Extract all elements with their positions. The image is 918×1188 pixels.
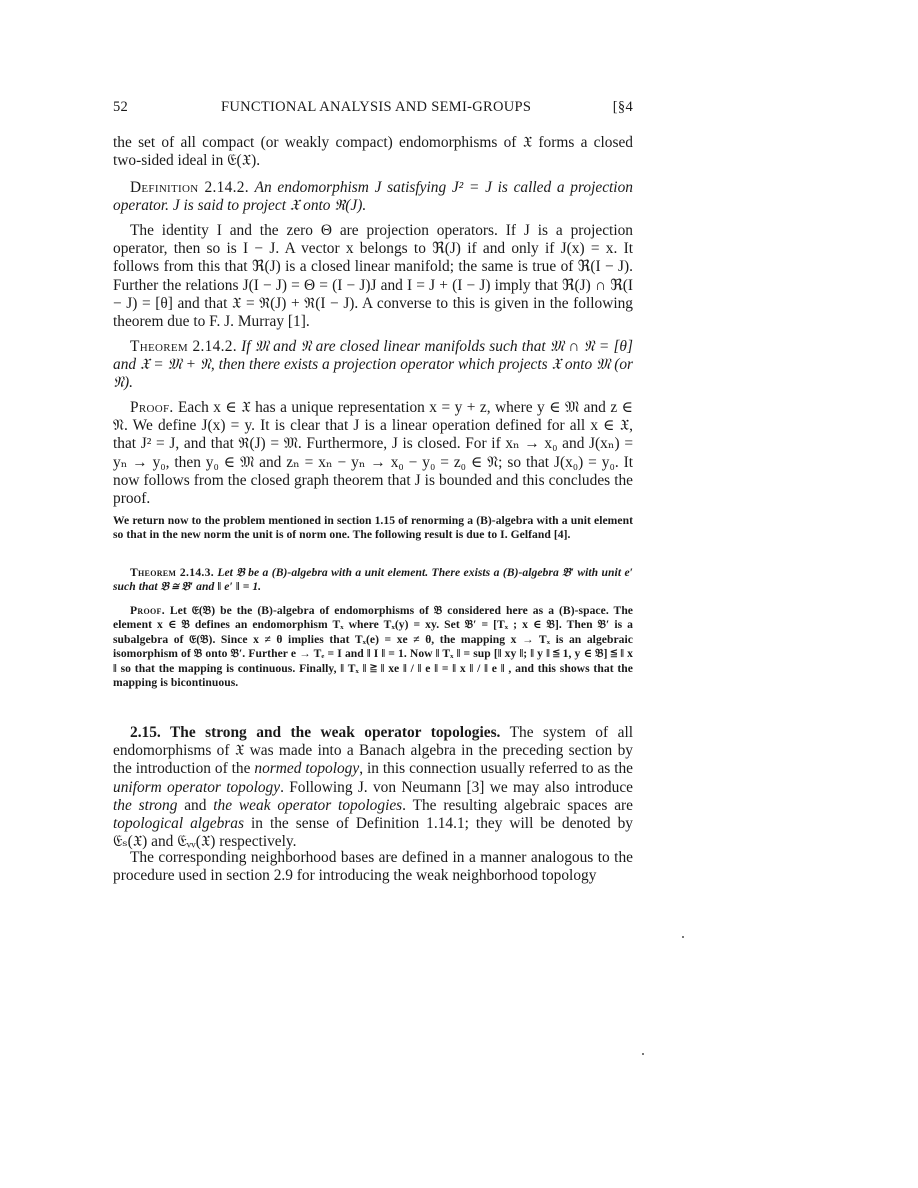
running-header: [113, 99, 633, 119]
paragraph-text: the set of all compact (or weakly compact) endomorphisms of 𝔛 forms a closed two-sided ideal in 𝔈(𝔛).: [113, 134, 633, 170]
section-text: The system of all endomorphisms of 𝔛 was made into a Banach algebra in the preceding section by the introduction of the: [113, 724, 633, 778]
definition-lead: Definition 2.14.2.: [130, 179, 249, 196]
section-text: , in this connection usually referred to as the: [359, 760, 633, 778]
theorem-body: Let 𝔅 be a (B)-algebra with a unit element. There exists a (B)-algebra 𝔅′ with unit e′ such that 𝔅 ≅ 𝔅′ and ‖ e′ ‖ = 1.: [113, 566, 633, 594]
section-text: and: [177, 796, 214, 814]
section-marker: [§4: [612, 99, 633, 115]
paragraph-text: The corresponding neighborhood bases are defined in a manner analogous to the procedure used in section 2.9 for introducing the weak neighborhood topology: [113, 849, 633, 885]
theorem-body: If 𝔐 and 𝔑 are closed linear manifolds such that 𝔐 ∩ 𝔑 = [θ] and 𝔛 = 𝔐 + 𝔑, then there exists a projection operator which projects 𝔛 onto 𝔐 (or 𝔑).: [113, 338, 633, 392]
term-normed-topology: normed topology: [254, 760, 360, 778]
section-text: in the sense of Definition 1.14.1; they will be denoted by 𝔈ₛ(𝔛) and 𝔈ᵥᵥ(𝔛) respectively.: [113, 815, 633, 851]
small-print-intro: [113, 514, 633, 543]
definition-body: An endomorphism J satisfying J² = J is called a projection operator. J is said to project 𝔛 onto ℜ(J).: [113, 179, 633, 215]
proof-body: Let 𝔈(𝔅) be the (B)-algebra of endomorphisms of 𝔅 considered here as a (B)-space. The element x ∈ 𝔅 defines an endomorphism Tₓ where Tₓ(y) = xy. Set 𝔅′ = [Tₓ ; x ∈ 𝔅]. Then 𝔅′ is a subalgebra of 𝔈(𝔅). Since x ≠ θ implies that Tₓ(e) = xe ≠ θ, the mapping x → Tₓ is an algebraic isomorphism of 𝔅 onto 𝔅′. Further e → Tₑ = I and ‖ I ‖ = 1. Now ‖ Tₓ ‖ = sup [‖ xy ‖; ‖ y ‖ ≦ 1, y ∈ 𝔅] ≦ ‖ x ‖ so that the mapping is continuous. Finally, ‖ Tₓ ‖ ≧ ‖ xe ‖ / ‖ e ‖ = ‖ x ‖ / ‖ e ‖ , and this shows that the mapping is bicontinuous.: [113, 604, 634, 690]
proof-body: Each x ∈ 𝔛 has a unique representation x = y + z, where y ∈ 𝔐 and z ∈ 𝔑. We define J(x) = y. It is clear that J is a linear operation defined for all x ∈ 𝔛, that J² = J, and that ℜ(J) = 𝔐. Furthermore, J is closed. For if xₙ → x₀ and J(xₙ) = yₙ → y₀, then y₀ ∈ 𝔐 and zₙ = xₙ − yₙ → x₀ − y₀ = z₀ ∈ 𝔑; so that J(x₀) = y₀. It now follows from the closed graph theorem that J is bounded and this concludes the proof.: [113, 399, 633, 508]
running-title: FUNCTIONAL ANALYSIS AND SEMI-GROUPS: [221, 99, 532, 115]
proof-theorem-2-14-3: [113, 604, 633, 690]
theorem-lead: Theorem 2.14.2.: [130, 338, 237, 355]
page-number: 52: [113, 99, 129, 115]
scan-speck: [682, 936, 684, 938]
proof-lead: Proof.: [130, 399, 174, 416]
theorem-lead: Theorem 2.14.3.: [130, 566, 214, 579]
section-text: . The resulting algebraic spaces are: [402, 796, 633, 814]
term-weak-operator-topologies: the weak operator topologies: [213, 796, 403, 814]
proof-theorem-2-14-2: [113, 399, 633, 508]
paragraph-identity: [113, 222, 633, 331]
proof-lead: Proof.: [130, 604, 165, 617]
small-print-text: We return now to the problem mentioned in section 1.15 of renorming a (B)-algebra with a unit element so that in the new norm the unit is of norm one. The following result is due to I. Gelfand [4].: [113, 514, 633, 542]
definition-2-14-2: [113, 179, 633, 215]
section-2-15: [113, 724, 633, 851]
theorem-2-14-2: [113, 338, 633, 393]
term-topological-algebras: topological algebras: [113, 815, 244, 833]
section-heading: 2.15. The strong and the weak operator topologies.: [130, 724, 501, 741]
paragraph-last: [113, 849, 633, 885]
term-strong: the strong: [113, 796, 178, 814]
term-uniform-operator-topology: uniform operator topology: [113, 778, 281, 796]
section-text: . Following J. von Neumann [3] we may also introduce: [280, 778, 633, 796]
paragraph-text: The identity I and the zero Θ are projection operators. If J is a projection operator, then so is I − J. A vector x belongs to ℜ(J) if and only if J(x) = x. It follows from this that ℜ(J) is a closed linear manifold; the same is true of ℜ(I − J). Further the relations J(I − J) = Θ = (I − J)J and I = J + (I − J) imply that ℜ(J) ∩ ℜ(I − J) = [θ] and that 𝔛 = ℜ(J) + ℜ(I − J). A converse to this is given in the following theorem due to F. J. Murray [1].: [113, 222, 633, 331]
theorem-2-14-3: [113, 566, 633, 595]
scan-speck: [642, 1053, 644, 1055]
paragraph-ideal: [113, 134, 633, 170]
